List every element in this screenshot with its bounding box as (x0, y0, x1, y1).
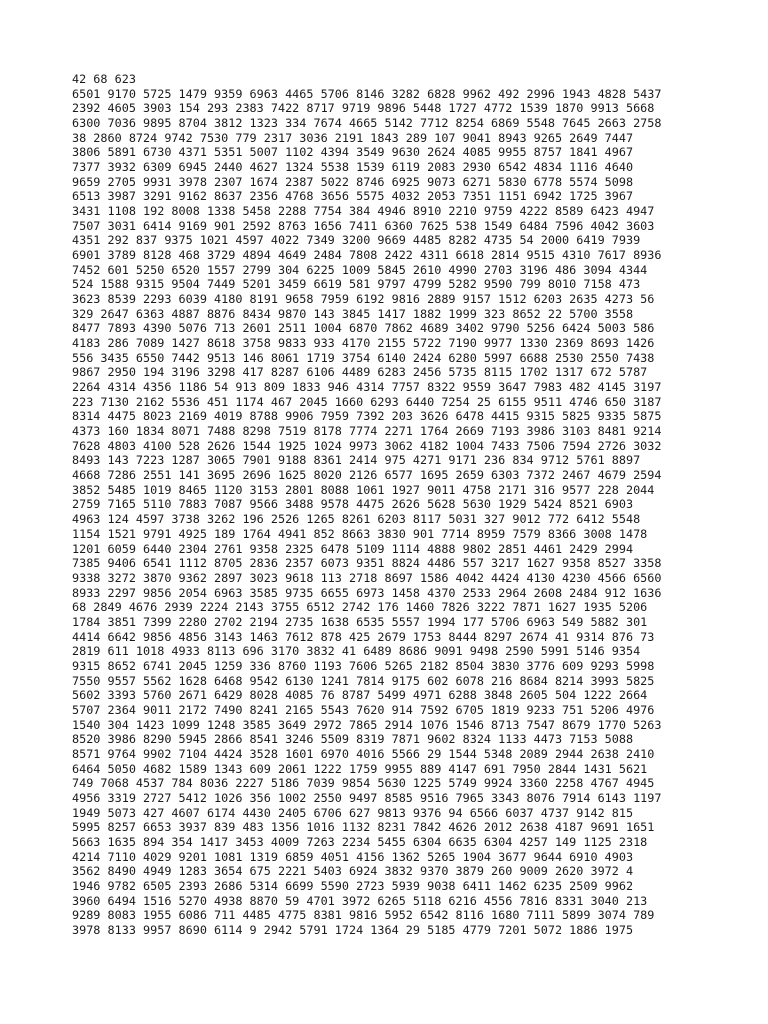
text-line: 3978 8133 9957 8690 6114 9 2942 5791 1724 1364 29 5185 4779 7201 5072 1886 1975 (72, 922, 634, 937)
text-line: 8477 7893 4390 5076 713 2601 2511 1004 6870 7862 4689 3402 9790 5256 6424 5003 586 (72, 321, 655, 336)
text-line: 8571 9764 9902 7104 4424 3528 1601 6970 4016 5566 29 1544 5348 2089 2944 2638 2410 (72, 746, 655, 761)
text-line: 6513 3987 3291 9162 8637 2356 4768 3656 5575 4032 2053 7351 1151 6942 1725 3967 (72, 189, 634, 204)
text-line: 5602 3393 5760 2671 6429 8028 4085 76 8787 5499 4971 6288 3848 2605 504 1222 2664 (72, 688, 648, 703)
text-line: 5995 8257 6653 3937 839 483 1356 1016 1132 8231 7842 4626 2012 2638 4187 9691 1651 (72, 820, 655, 835)
text-line: 8314 4475 8023 2169 4019 8788 9906 7959 7392 203 3626 6478 4415 9315 5825 9335 5875 (72, 409, 662, 424)
text-line: 1784 3851 7399 2280 2702 2194 2735 1638 6535 5557 1994 177 5706 6963 549 5882 301 (72, 614, 648, 629)
text-line: 5707 2364 9011 2172 7490 8241 2165 5543 7620 914 7592 6705 1819 9233 751 5206 4976 (72, 702, 655, 717)
text-line: 7550 9557 5562 1628 6468 9542 6130 1241 7814 9175 602 6078 216 8684 8214 3993 5825 (72, 673, 655, 688)
text-line: 7377 3932 6309 6945 2440 4627 1324 5538 1539 6119 2083 2930 6542 4834 1116 4640 (72, 160, 634, 175)
text-line: 7507 3031 6414 9169 901 2592 8763 1656 7411 6360 7625 538 1549 6484 7596 4042 3603 (72, 218, 655, 233)
text-line: 1540 304 1423 1099 1248 3585 3649 2972 7865 2914 1076 1546 8713 7547 8679 1770 5263 (72, 717, 662, 732)
text-line: 6464 5050 4682 1589 1343 609 2061 1222 1759 9955 889 4147 691 7950 2844 1431 5621 (72, 761, 648, 776)
number-listing (72, 72, 662, 938)
text-line: 8933 2297 9856 2054 6963 3585 9735 6655 6973 1458 4370 2533 2964 2608 2484 912 1636 (72, 585, 662, 600)
text-line: 6501 9170 5725 1479 9359 6963 4465 5706 8146 3282 6828 9962 492 2996 1943 4828 5437 (72, 86, 662, 101)
text-line: 9867 2950 194 3196 3298 417 8287 6106 4489 6283 2456 5735 8115 1702 1317 672 5787 (72, 365, 648, 380)
text-line: 749 7068 4537 784 8036 2227 5186 7039 9854 5630 1225 5749 9924 3360 2258 4767 4945 (72, 776, 655, 791)
text-line: 3806 5891 6730 4371 5351 5007 1102 4394 3549 9630 2624 4085 9955 8757 1841 4967 (72, 145, 634, 160)
text-line: 4373 160 1834 8071 7488 8298 7519 8178 7774 2271 1764 2669 7193 3986 3103 8481 9214 (72, 424, 662, 439)
text-line: 68 2849 4676 2939 2224 2143 3755 6512 2742 176 1460 7826 3222 7871 1627 1935 5206 (72, 600, 648, 615)
text-line: 3431 1108 192 8008 1338 5458 2288 7754 384 4946 8910 2210 9759 4222 8589 6423 4947 (72, 204, 655, 219)
text-line: 6300 7036 9895 8704 3812 1323 334 7674 4665 5142 7712 8254 6869 5548 7645 2663 2758 (72, 116, 662, 131)
text-line: 1949 5073 427 4607 6174 4430 2405 6706 627 9813 9376 94 6566 6037 4737 9142 815 (72, 805, 634, 820)
text-line: 4214 7110 4029 9201 1081 1319 6859 4051 4156 1362 5265 1904 3677 9644 6910 4903 (72, 849, 634, 864)
text-line: 8520 3986 8290 5945 2866 8541 3246 5509 8319 7871 9602 8324 1133 4473 7153 5088 (72, 732, 634, 747)
text-line: 223 7130 2162 5536 451 1174 467 2045 1660 6293 6440 7254 25 6155 9511 4746 650 3187 (72, 394, 662, 409)
text-line: 3852 5485 1019 8465 1120 3153 2801 8088 1061 1927 9011 4758 2171 316 9577 228 2044 (72, 482, 655, 497)
text-line: 1201 6059 6440 2304 2761 9358 2325 6478 5109 1114 4888 9802 2851 4461 2429 2994 (72, 541, 634, 556)
text-line: 2759 7165 5110 7883 7087 9566 3488 9578 4475 2626 5628 5630 1929 5424 8521 6903 (72, 497, 634, 512)
text-line: 4414 6642 9856 4856 3143 1463 7612 878 425 2679 1753 8444 8297 2674 41 9314 876 73 (72, 629, 655, 644)
text-line: 524 1588 9315 9504 7449 5201 3459 6619 581 9797 4799 5282 9590 799 8010 7158 473 (72, 277, 641, 292)
text-line: 3562 8490 4949 1283 3654 675 2221 5403 6924 3832 9370 3879 260 9009 2620 3972 4 (72, 864, 634, 879)
text-line: 556 3435 6550 7442 9513 146 8061 1719 3754 6140 2424 6280 5997 6688 2530 2550 7438 (72, 350, 655, 365)
text-line: 9315 8652 6741 2045 1259 336 8760 1193 7606 5265 2182 8504 3830 3776 609 9293 5998 (72, 658, 655, 673)
text-line: 4963 124 4597 3738 3262 196 2526 1265 8261 6203 8117 5031 327 9012 772 6412 5548 (72, 512, 641, 527)
text-line: 3623 8539 2293 6039 4180 8191 9658 7959 6192 9816 2889 9157 1512 6203 2635 4273 56 (72, 292, 655, 307)
text-line: 6901 3789 8128 468 3729 4894 4649 2484 7808 2422 4311 6618 2814 9515 4310 7617 8936 (72, 248, 662, 263)
text-line: 9289 8083 1955 6086 711 4485 4775 8381 9816 5952 6542 8116 1680 7111 5899 3074 789 (72, 908, 655, 923)
text-line: 1154 1521 9791 4925 189 1764 4941 852 8663 3830 901 7714 8959 7579 8366 3008 1478 (72, 526, 648, 541)
text-line: 38 2860 8724 9742 7530 779 2317 3036 2191 1843 289 107 9041 8943 9265 2649 7447 (72, 130, 634, 145)
text-line: 4668 7286 2551 141 3695 2696 1625 8020 2126 6577 1695 2659 6303 7372 2467 4679 2594 (72, 468, 662, 483)
text-line: 7452 601 5250 6520 1557 2799 304 6225 1009 5845 2610 4990 2703 3196 486 3094 4344 (72, 262, 648, 277)
text-line: 9659 2705 9931 3978 2307 1674 2387 5022 8746 6925 9073 6271 5830 6778 5574 5098 (72, 174, 634, 189)
text-line: 329 2647 6363 4887 8876 8434 9870 143 3845 1417 1882 1999 323 8652 22 5700 3558 (72, 306, 634, 321)
text-line: 2392 4605 3903 154 293 2383 7422 8717 9719 9896 5448 1727 4772 1539 1870 9913 5668 (72, 101, 655, 116)
text-line: 9338 3272 3870 9362 2897 3023 9618 113 2718 8697 1586 4042 4424 4130 4230 4566 6560 (72, 570, 662, 585)
text-line: 2264 4314 4356 1186 54 913 809 1833 946 4314 7757 8322 9559 3647 7983 482 4145 3197 (72, 380, 662, 395)
text-line: 3960 6494 1516 5270 4938 8870 59 4701 3972 6265 5118 6216 4556 7816 8331 3040 213 (72, 893, 648, 908)
text-line: 4956 3319 2727 5412 1026 356 1002 2550 9497 8585 9516 7965 3343 8076 7914 6143 1197 (72, 790, 662, 805)
text-line: 5663 1635 894 354 1417 3453 4009 7263 2234 5455 6304 6635 6304 4257 149 1125 2318 (72, 834, 648, 849)
text-line: 4351 292 837 9375 1021 4597 4022 7349 3200 9669 4485 8282 4735 54 2000 6419 7939 (72, 233, 641, 248)
text-line: 7628 4803 4100 528 2626 1544 1925 1024 9973 3062 4182 1004 7433 7506 7594 2726 3032 (72, 438, 662, 453)
text-line: 7385 9406 6541 1112 8705 2836 2357 6073 9351 8824 4486 557 3217 1627 9358 8527 3358 (72, 556, 662, 571)
text-line: 2819 611 1018 4933 8113 696 3170 3832 41 6489 8686 9091 9498 2590 5991 5146 9354 (72, 644, 641, 659)
text-line: 42 68 623 (72, 72, 136, 86)
text-line: 1946 9782 6505 2393 2686 5314 6699 5590 2723 5939 9038 6411 1462 6235 2509 9962 (72, 878, 634, 893)
text-line: 8493 143 7223 1287 3065 7901 9188 8361 2414 975 4271 9171 236 834 9712 5761 8897 (72, 453, 641, 468)
text-line: 4183 286 7089 1427 8618 3758 9833 933 4170 2155 5722 7190 9977 1330 2369 8693 1426 (72, 336, 655, 351)
